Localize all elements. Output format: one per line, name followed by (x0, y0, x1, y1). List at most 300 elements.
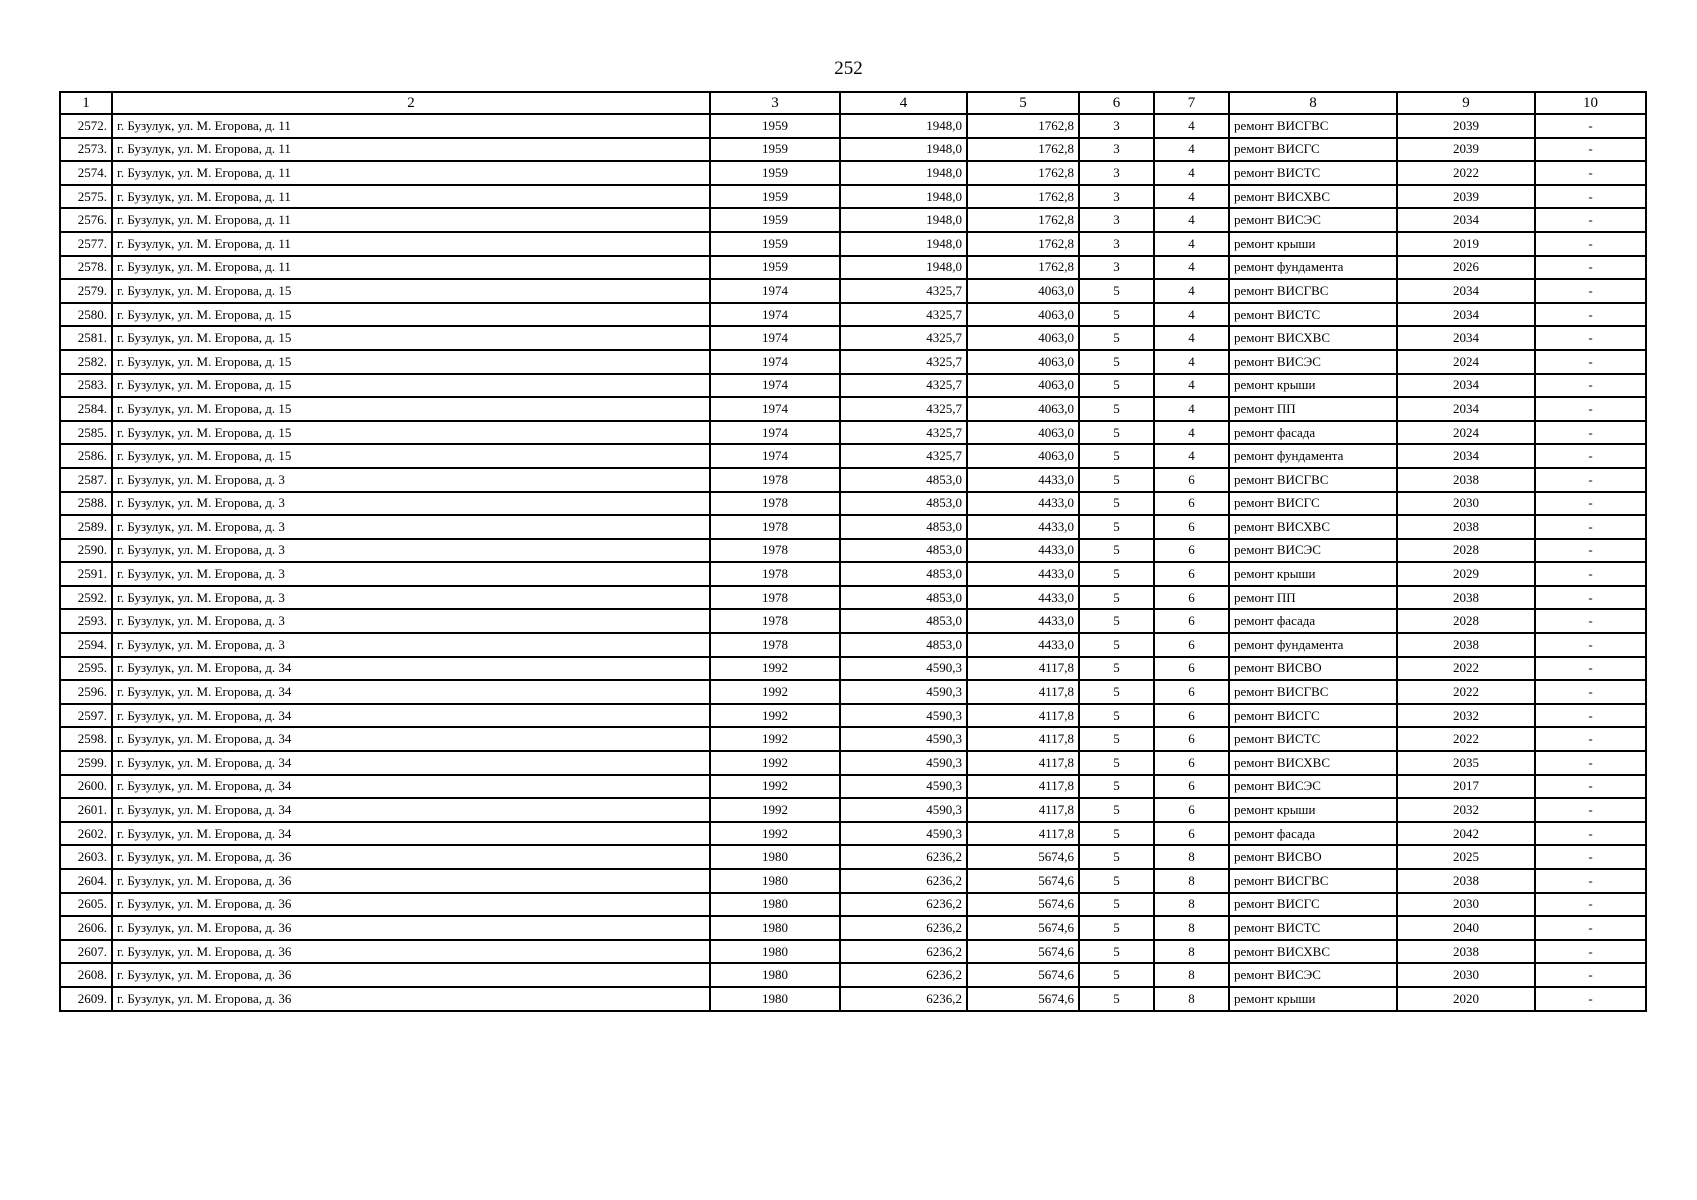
year-cell: 1959 (710, 185, 840, 209)
year-cell: 1978 (710, 539, 840, 563)
note-cell: - (1535, 680, 1646, 704)
note-cell: - (1535, 185, 1646, 209)
year-cell: 1980 (710, 869, 840, 893)
row-number: 2599. (60, 751, 112, 775)
year-cell: 1978 (710, 492, 840, 516)
row-number: 2587. (60, 468, 112, 492)
work-type-cell: ремонт ВИСТС (1229, 303, 1397, 327)
row-number: 2586. (60, 444, 112, 468)
note-cell: - (1535, 421, 1646, 445)
note-cell: - (1535, 208, 1646, 232)
year-planned-cell: 2020 (1397, 987, 1535, 1011)
address-cell: г. Бузулук, ул. М. Егорова, д. 3 (112, 633, 710, 657)
table-row (60, 963, 1646, 987)
entrances-cell: 6 (1154, 822, 1229, 846)
note-cell: - (1535, 350, 1646, 374)
address-cell: г. Бузулук, ул. М. Егорова, д. 3 (112, 586, 710, 610)
address-cell: г. Бузулук, ул. М. Егорова, д. 3 (112, 515, 710, 539)
row-number: 2605. (60, 893, 112, 917)
year-cell: 1959 (710, 256, 840, 280)
address-cell: г. Бузулук, ул. М. Егорова, д. 36 (112, 963, 710, 987)
year-planned-cell: 2026 (1397, 256, 1535, 280)
table-row (60, 232, 1646, 256)
table-row (60, 515, 1646, 539)
note-cell: - (1535, 444, 1646, 468)
year-cell: 1992 (710, 798, 840, 822)
row-number: 2608. (60, 963, 112, 987)
table-row (60, 633, 1646, 657)
year-planned-cell: 2022 (1397, 657, 1535, 681)
address-cell: г. Бузулук, ул. М. Егорова, д. 11 (112, 161, 710, 185)
row-number: 2584. (60, 397, 112, 421)
entrances-cell: 4 (1154, 161, 1229, 185)
area-total-cell: 6236,2 (840, 869, 967, 893)
note-cell: - (1535, 326, 1646, 350)
address-cell: г. Бузулук, ул. М. Егорова, д. 15 (112, 444, 710, 468)
area-total-cell: 4853,0 (840, 515, 967, 539)
area-living-cell: 4117,8 (967, 704, 1079, 728)
entrances-cell: 4 (1154, 421, 1229, 445)
year-planned-cell: 2022 (1397, 680, 1535, 704)
entrances-cell: 6 (1154, 727, 1229, 751)
year-planned-cell: 2039 (1397, 185, 1535, 209)
table-row (60, 114, 1646, 138)
floors-cell: 3 (1079, 185, 1154, 209)
work-type-cell: ремонт ВИСВО (1229, 657, 1397, 681)
table-row (60, 798, 1646, 822)
area-living-cell: 1762,8 (967, 138, 1079, 162)
year-planned-cell: 2030 (1397, 963, 1535, 987)
area-living-cell: 5674,6 (967, 916, 1079, 940)
row-number: 2583. (60, 374, 112, 398)
area-total-cell: 4590,3 (840, 775, 967, 799)
area-total-cell: 4590,3 (840, 727, 967, 751)
work-type-cell: ремонт ВИСГС (1229, 492, 1397, 516)
area-living-cell: 4433,0 (967, 562, 1079, 586)
table-row (60, 680, 1646, 704)
year-cell: 1978 (710, 515, 840, 539)
work-type-cell: ремонт ВИСТС (1229, 161, 1397, 185)
table-row (60, 539, 1646, 563)
floors-cell: 5 (1079, 916, 1154, 940)
floors-cell: 5 (1079, 680, 1154, 704)
address-cell: г. Бузулук, ул. М. Егорова, д. 3 (112, 492, 710, 516)
row-number: 2604. (60, 869, 112, 893)
table-row (60, 893, 1646, 917)
row-number: 2597. (60, 704, 112, 728)
table-row (60, 775, 1646, 799)
table-row (60, 185, 1646, 209)
table-row (60, 326, 1646, 350)
year-planned-cell: 2038 (1397, 940, 1535, 964)
address-cell: г. Бузулук, ул. М. Егорова, д. 11 (112, 185, 710, 209)
note-cell: - (1535, 893, 1646, 917)
row-number: 2581. (60, 326, 112, 350)
address-cell: г. Бузулук, ул. М. Егорова, д. 34 (112, 775, 710, 799)
year-cell: 1992 (710, 704, 840, 728)
year-cell: 1974 (710, 374, 840, 398)
year-cell: 1992 (710, 822, 840, 846)
area-total-cell: 4590,3 (840, 680, 967, 704)
entrances-cell: 4 (1154, 114, 1229, 138)
note-cell: - (1535, 397, 1646, 421)
table-row (60, 940, 1646, 964)
entrances-cell: 6 (1154, 775, 1229, 799)
address-cell: г. Бузулук, ул. М. Егорова, д. 3 (112, 539, 710, 563)
table-row (60, 916, 1646, 940)
floors-cell: 5 (1079, 444, 1154, 468)
work-type-cell: ремонт ВИСЭС (1229, 539, 1397, 563)
area-living-cell: 4433,0 (967, 515, 1079, 539)
row-number: 2588. (60, 492, 112, 516)
area-total-cell: 6236,2 (840, 963, 967, 987)
floors-cell: 3 (1079, 114, 1154, 138)
floors-cell: 3 (1079, 232, 1154, 256)
area-living-cell: 1762,8 (967, 208, 1079, 232)
floors-cell: 5 (1079, 893, 1154, 917)
area-total-cell: 1948,0 (840, 256, 967, 280)
work-type-cell: ремонт ВИСГС (1229, 138, 1397, 162)
year-cell: 1974 (710, 303, 840, 327)
entrances-cell: 4 (1154, 232, 1229, 256)
year-cell: 1978 (710, 633, 840, 657)
column-header: 4 (840, 92, 967, 114)
note-cell: - (1535, 515, 1646, 539)
entrances-cell: 8 (1154, 940, 1229, 964)
row-number: 2591. (60, 562, 112, 586)
table-body (60, 114, 1646, 1011)
year-cell: 1980 (710, 987, 840, 1011)
note-cell: - (1535, 539, 1646, 563)
work-type-cell: ремонт крыши (1229, 987, 1397, 1011)
area-living-cell: 1762,8 (967, 161, 1079, 185)
area-living-cell: 4433,0 (967, 468, 1079, 492)
entrances-cell: 4 (1154, 350, 1229, 374)
area-living-cell: 1762,8 (967, 232, 1079, 256)
year-planned-cell: 2038 (1397, 633, 1535, 657)
area-living-cell: 4117,8 (967, 751, 1079, 775)
floors-cell: 5 (1079, 539, 1154, 563)
note-cell: - (1535, 114, 1646, 138)
address-cell: г. Бузулук, ул. М. Егорова, д. 11 (112, 232, 710, 256)
floors-cell: 3 (1079, 208, 1154, 232)
work-type-cell: ремонт ВИСГС (1229, 704, 1397, 728)
year-cell: 1992 (710, 680, 840, 704)
row-number: 2592. (60, 586, 112, 610)
column-header: 2 (112, 92, 710, 114)
area-living-cell: 4117,8 (967, 798, 1079, 822)
floors-cell: 5 (1079, 326, 1154, 350)
column-header: 6 (1079, 92, 1154, 114)
table-row (60, 492, 1646, 516)
year-cell: 1974 (710, 421, 840, 445)
note-cell: - (1535, 633, 1646, 657)
floors-cell: 5 (1079, 492, 1154, 516)
work-type-cell: ремонт крыши (1229, 374, 1397, 398)
table-row (60, 208, 1646, 232)
year-cell: 1974 (710, 350, 840, 374)
note-cell: - (1535, 562, 1646, 586)
data-table (59, 91, 1647, 1012)
year-planned-cell: 2024 (1397, 350, 1535, 374)
year-cell: 1978 (710, 468, 840, 492)
entrances-cell: 4 (1154, 208, 1229, 232)
entrances-cell: 6 (1154, 704, 1229, 728)
address-cell: г. Бузулук, ул. М. Егорова, д. 36 (112, 893, 710, 917)
address-cell: г. Бузулук, ул. М. Егорова, д. 15 (112, 421, 710, 445)
entrances-cell: 4 (1154, 397, 1229, 421)
area-total-cell: 1948,0 (840, 161, 967, 185)
floors-cell: 5 (1079, 633, 1154, 657)
row-number: 2600. (60, 775, 112, 799)
row-number: 2595. (60, 657, 112, 681)
note-cell: - (1535, 751, 1646, 775)
area-living-cell: 5674,6 (967, 845, 1079, 869)
row-number: 2607. (60, 940, 112, 964)
address-cell: г. Бузулук, ул. М. Егорова, д. 11 (112, 208, 710, 232)
entrances-cell: 6 (1154, 609, 1229, 633)
area-living-cell: 1762,8 (967, 185, 1079, 209)
year-cell: 1959 (710, 161, 840, 185)
floors-cell: 3 (1079, 161, 1154, 185)
work-type-cell: ремонт ВИСГС (1229, 893, 1397, 917)
address-cell: г. Бузулук, ул. М. Егорова, д. 11 (112, 138, 710, 162)
work-type-cell: ремонт ВИСВО (1229, 845, 1397, 869)
area-living-cell: 5674,6 (967, 869, 1079, 893)
entrances-cell: 8 (1154, 893, 1229, 917)
area-total-cell: 4853,0 (840, 468, 967, 492)
area-total-cell: 6236,2 (840, 916, 967, 940)
header-row (60, 92, 1646, 114)
area-total-cell: 4325,7 (840, 374, 967, 398)
area-living-cell: 5674,6 (967, 893, 1079, 917)
column-header: 1 (60, 92, 112, 114)
year-planned-cell: 2019 (1397, 232, 1535, 256)
year-cell: 1980 (710, 916, 840, 940)
area-living-cell: 4433,0 (967, 609, 1079, 633)
row-number: 2589. (60, 515, 112, 539)
work-type-cell: ремонт фундамента (1229, 633, 1397, 657)
year-planned-cell: 2039 (1397, 114, 1535, 138)
year-planned-cell: 2038 (1397, 586, 1535, 610)
table-row (60, 138, 1646, 162)
area-total-cell: 4590,3 (840, 657, 967, 681)
table-row (60, 704, 1646, 728)
work-type-cell: ремонт ВИСХВС (1229, 185, 1397, 209)
note-cell: - (1535, 869, 1646, 893)
address-cell: г. Бузулук, ул. М. Егорова, д. 15 (112, 303, 710, 327)
year-cell: 1974 (710, 397, 840, 421)
year-cell: 1992 (710, 657, 840, 681)
area-living-cell: 5674,6 (967, 987, 1079, 1011)
area-living-cell: 4433,0 (967, 539, 1079, 563)
year-planned-cell: 2032 (1397, 704, 1535, 728)
year-planned-cell: 2017 (1397, 775, 1535, 799)
address-cell: г. Бузулук, ул. М. Егорова, д. 15 (112, 279, 710, 303)
entrances-cell: 4 (1154, 374, 1229, 398)
note-cell: - (1535, 916, 1646, 940)
floors-cell: 3 (1079, 256, 1154, 280)
note-cell: - (1535, 138, 1646, 162)
address-cell: г. Бузулук, ул. М. Егорова, д. 15 (112, 326, 710, 350)
entrances-cell: 6 (1154, 468, 1229, 492)
year-cell: 1992 (710, 775, 840, 799)
work-type-cell: ремонт ВИСЭС (1229, 775, 1397, 799)
area-living-cell: 4063,0 (967, 279, 1079, 303)
note-cell: - (1535, 657, 1646, 681)
floors-cell: 5 (1079, 562, 1154, 586)
table-row (60, 727, 1646, 751)
floors-cell: 5 (1079, 279, 1154, 303)
work-type-cell: ремонт ВИСЭС (1229, 963, 1397, 987)
area-living-cell: 5674,6 (967, 940, 1079, 964)
area-living-cell: 1762,8 (967, 256, 1079, 280)
floors-cell: 5 (1079, 374, 1154, 398)
year-cell: 1980 (710, 963, 840, 987)
area-total-cell: 1948,0 (840, 138, 967, 162)
column-header: 8 (1229, 92, 1397, 114)
area-living-cell: 4117,8 (967, 727, 1079, 751)
note-cell: - (1535, 727, 1646, 751)
work-type-cell: ремонт ВИСГВС (1229, 279, 1397, 303)
area-total-cell: 4853,0 (840, 633, 967, 657)
area-total-cell: 4325,7 (840, 279, 967, 303)
entrances-cell: 6 (1154, 492, 1229, 516)
note-cell: - (1535, 775, 1646, 799)
note-cell: - (1535, 822, 1646, 846)
row-number: 2576. (60, 208, 112, 232)
work-type-cell: ремонт крыши (1229, 562, 1397, 586)
year-cell: 1980 (710, 940, 840, 964)
row-number: 2579. (60, 279, 112, 303)
year-cell: 1974 (710, 279, 840, 303)
entrances-cell: 4 (1154, 326, 1229, 350)
floors-cell: 5 (1079, 775, 1154, 799)
table-row (60, 562, 1646, 586)
address-cell: г. Бузулук, ул. М. Егорова, д. 3 (112, 609, 710, 633)
table-row (60, 374, 1646, 398)
work-type-cell: ремонт ВИСХВС (1229, 515, 1397, 539)
table-row (60, 751, 1646, 775)
area-total-cell: 4853,0 (840, 492, 967, 516)
work-type-cell: ремонт ВИСХВС (1229, 940, 1397, 964)
row-number: 2606. (60, 916, 112, 940)
table-row (60, 303, 1646, 327)
entrances-cell: 8 (1154, 987, 1229, 1011)
row-number: 2577. (60, 232, 112, 256)
address-cell: г. Бузулук, ул. М. Егорова, д. 36 (112, 940, 710, 964)
floors-cell: 5 (1079, 515, 1154, 539)
row-number: 2582. (60, 350, 112, 374)
floors-cell: 5 (1079, 586, 1154, 610)
table-row (60, 609, 1646, 633)
year-planned-cell: 2038 (1397, 468, 1535, 492)
area-total-cell: 4853,0 (840, 562, 967, 586)
work-type-cell: ремонт ВИСХВС (1229, 751, 1397, 775)
table-row (60, 350, 1646, 374)
floors-cell: 5 (1079, 421, 1154, 445)
address-cell: г. Бузулук, ул. М. Егорова, д. 11 (112, 256, 710, 280)
row-number: 2585. (60, 421, 112, 445)
entrances-cell: 4 (1154, 256, 1229, 280)
column-header: 9 (1397, 92, 1535, 114)
note-cell: - (1535, 704, 1646, 728)
address-cell: г. Бузулук, ул. М. Егорова, д. 36 (112, 869, 710, 893)
area-living-cell: 4117,8 (967, 775, 1079, 799)
year-cell: 1974 (710, 326, 840, 350)
area-total-cell: 4325,7 (840, 350, 967, 374)
area-total-cell: 4853,0 (840, 609, 967, 633)
page-number: 252 (834, 58, 863, 79)
area-total-cell: 4853,0 (840, 586, 967, 610)
floors-cell: 3 (1079, 138, 1154, 162)
year-cell: 1978 (710, 586, 840, 610)
year-planned-cell: 2032 (1397, 798, 1535, 822)
area-total-cell: 4325,7 (840, 421, 967, 445)
year-planned-cell: 2030 (1397, 492, 1535, 516)
area-total-cell: 1948,0 (840, 114, 967, 138)
table-row (60, 421, 1646, 445)
area-total-cell: 6236,2 (840, 987, 967, 1011)
year-cell: 1959 (710, 232, 840, 256)
table-row (60, 279, 1646, 303)
floors-cell: 5 (1079, 657, 1154, 681)
work-type-cell: ремонт фасада (1229, 421, 1397, 445)
note-cell: - (1535, 279, 1646, 303)
entrances-cell: 8 (1154, 845, 1229, 869)
floors-cell: 5 (1079, 704, 1154, 728)
row-number: 2594. (60, 633, 112, 657)
work-type-cell: ремонт ПП (1229, 586, 1397, 610)
work-type-cell: ремонт ВИСЭС (1229, 350, 1397, 374)
year-planned-cell: 2022 (1397, 161, 1535, 185)
area-living-cell: 4063,0 (967, 374, 1079, 398)
year-planned-cell: 2028 (1397, 609, 1535, 633)
area-living-cell: 4063,0 (967, 326, 1079, 350)
area-living-cell: 4433,0 (967, 586, 1079, 610)
area-total-cell: 4590,3 (840, 704, 967, 728)
row-number: 2596. (60, 680, 112, 704)
floors-cell: 5 (1079, 987, 1154, 1011)
address-cell: г. Бузулук, ул. М. Егорова, д. 15 (112, 397, 710, 421)
year-planned-cell: 2034 (1397, 374, 1535, 398)
floors-cell: 5 (1079, 798, 1154, 822)
entrances-cell: 4 (1154, 444, 1229, 468)
row-number: 2573. (60, 138, 112, 162)
entrances-cell: 6 (1154, 751, 1229, 775)
note-cell: - (1535, 987, 1646, 1011)
note-cell: - (1535, 940, 1646, 964)
year-planned-cell: 2034 (1397, 326, 1535, 350)
area-living-cell: 4117,8 (967, 680, 1079, 704)
note-cell: - (1535, 586, 1646, 610)
entrances-cell: 6 (1154, 633, 1229, 657)
table-row (60, 444, 1646, 468)
row-number: 2590. (60, 539, 112, 563)
address-cell: г. Бузулук, ул. М. Егорова, д. 3 (112, 562, 710, 586)
floors-cell: 5 (1079, 822, 1154, 846)
year-cell: 1959 (710, 208, 840, 232)
entrances-cell: 6 (1154, 798, 1229, 822)
address-cell: г. Бузулук, ул. М. Егорова, д. 34 (112, 822, 710, 846)
floors-cell: 5 (1079, 468, 1154, 492)
work-type-cell: ремонт ПП (1229, 397, 1397, 421)
address-cell: г. Бузулук, ул. М. Егорова, д. 36 (112, 916, 710, 940)
table-row (60, 256, 1646, 280)
table-row (60, 987, 1646, 1011)
year-planned-cell: 2034 (1397, 279, 1535, 303)
floors-cell: 5 (1079, 963, 1154, 987)
